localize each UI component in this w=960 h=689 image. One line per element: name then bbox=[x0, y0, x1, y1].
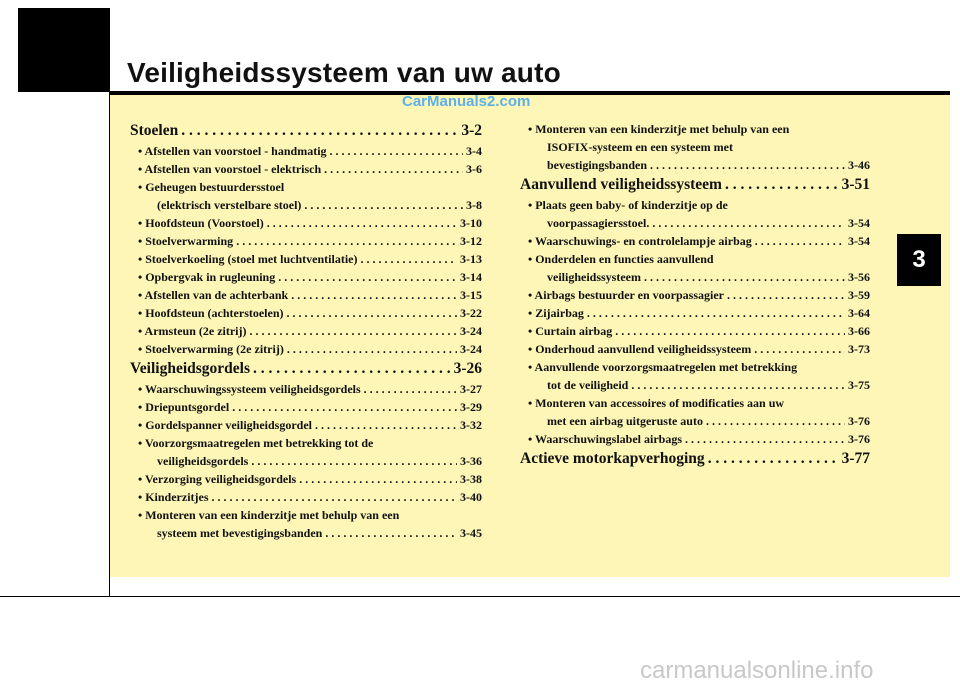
dot-leader bbox=[755, 232, 845, 250]
toc-entry-last-line bbox=[520, 214, 870, 232]
dot-leader bbox=[212, 488, 457, 506]
toc-entry-title: • Plaats geen baby- of kinderzitje op de bbox=[528, 198, 728, 212]
toc-right-column bbox=[520, 120, 870, 470]
dot-leader bbox=[330, 142, 463, 160]
dot-leader bbox=[315, 416, 457, 434]
toc-entry[interactable] bbox=[130, 268, 482, 286]
toc-entry[interactable] bbox=[130, 488, 482, 506]
toc-entry-title: • Monteren van accessoires of modificaties aan uw bbox=[528, 396, 785, 410]
footer-watermark: carmanualsonline.info bbox=[640, 657, 874, 684]
chapter-tab[interactable]: 3 bbox=[897, 234, 941, 286]
toc-entry-title: • Onderhoud aanvullend veiligheidssysteem bbox=[528, 342, 752, 356]
toc-entry-title: veiligheidssysteem bbox=[547, 270, 641, 284]
toc-entry[interactable] bbox=[130, 160, 482, 178]
toc-entry[interactable] bbox=[130, 322, 482, 340]
toc-entry[interactable] bbox=[130, 340, 482, 358]
toc-section[interactable] bbox=[520, 174, 870, 196]
dot-leader bbox=[251, 452, 457, 470]
toc-entry[interactable] bbox=[520, 358, 870, 394]
toc-entry-title: ISOFIX-systeem en een systeem met bbox=[547, 140, 733, 154]
dot-leader bbox=[181, 120, 458, 142]
dot-leader bbox=[644, 268, 845, 286]
dot-leader bbox=[250, 322, 458, 340]
toc-entry-page: 3-6 bbox=[466, 162, 482, 176]
toc-entry-title: • Opbergvak in rugleuning bbox=[138, 270, 276, 284]
toc-entry-page: 3-29 bbox=[460, 400, 482, 414]
toc-entry-page: 3-45 bbox=[460, 526, 482, 540]
toc-entry-title: bevestigingsbanden bbox=[547, 158, 648, 172]
toc-entry-title: • Zijairbag bbox=[528, 306, 584, 320]
toc-entry-title: • Afstellen van voorstoel - elektrisch bbox=[138, 162, 322, 176]
dot-leader bbox=[708, 448, 839, 470]
dot-leader bbox=[727, 286, 845, 304]
toc-entry[interactable] bbox=[130, 142, 482, 160]
toc-entry-title: • Aanvullende voorzorgsmaatregelen met betrekking bbox=[528, 360, 798, 374]
toc-entry-page: 3-73 bbox=[848, 342, 870, 356]
dot-leader bbox=[236, 232, 457, 250]
toc-entry-title: • Onderdelen en functies aanvullend bbox=[528, 252, 714, 266]
toc-left-column bbox=[130, 120, 482, 542]
dot-leader bbox=[650, 156, 845, 174]
toc-entry[interactable] bbox=[130, 416, 482, 434]
toc-entry[interactable] bbox=[520, 322, 870, 340]
toc-entry[interactable] bbox=[130, 470, 482, 488]
page-title: Veiligheidssysteem van uw auto bbox=[127, 57, 561, 88]
toc-entry-title: • Afstellen van voorstoel - handmatig bbox=[138, 144, 327, 158]
toc-entry-title: veiligheidsgordels bbox=[157, 454, 249, 468]
toc-entry-page: 3-32 bbox=[460, 418, 482, 432]
toc-entry-title: (elektrisch verstelbare stoel) bbox=[157, 198, 302, 212]
toc-entry-last-line bbox=[520, 412, 870, 430]
dot-leader bbox=[299, 470, 457, 488]
toc-entry[interactable] bbox=[130, 286, 482, 304]
toc-entry-last-line bbox=[130, 524, 482, 542]
watermark-text: CarManuals2.com bbox=[402, 93, 531, 110]
toc-entry-title: • Gordelspanner veiligheidsgordel bbox=[138, 418, 312, 432]
toc-entry[interactable] bbox=[130, 178, 482, 214]
toc-entry-page: 3-38 bbox=[460, 472, 482, 486]
toc-entry-page: 3-75 bbox=[848, 378, 870, 392]
toc-entry-title: • Armsteun (2e zitrij) bbox=[138, 324, 247, 338]
toc-entry[interactable] bbox=[520, 250, 870, 286]
toc-entry-title: • Verzorging veiligheidsgordels bbox=[138, 472, 297, 486]
toc-entry-page: 3-46 bbox=[848, 158, 870, 172]
toc-entry-page: 3-14 bbox=[460, 270, 482, 284]
toc-entry-last-line bbox=[520, 156, 870, 174]
dot-leader bbox=[754, 340, 845, 358]
toc-entry-page: 3-36 bbox=[460, 454, 482, 468]
dot-leader bbox=[304, 196, 463, 214]
toc-entry[interactable] bbox=[130, 214, 482, 232]
dot-leader bbox=[364, 380, 457, 398]
toc-section[interactable] bbox=[130, 358, 482, 380]
toc-entry-page: 3-2 bbox=[461, 122, 482, 139]
toc-entry-page: 3-54 bbox=[848, 234, 870, 248]
toc-entry-page: 3-24 bbox=[460, 324, 482, 338]
toc-entry-page: 3-56 bbox=[848, 270, 870, 284]
toc-entry-title: • Waarschuwings- en controlelampje airbag bbox=[528, 234, 752, 248]
toc-entry-title: Veiligheidsgordels bbox=[130, 360, 250, 377]
toc-entry-page: 3-12 bbox=[460, 234, 482, 248]
toc-entry-page: 3-77 bbox=[841, 450, 870, 467]
dot-leader bbox=[232, 398, 457, 416]
toc-entry-title: • Kinderzitjes bbox=[138, 490, 209, 504]
toc-entry[interactable] bbox=[520, 196, 870, 232]
toc-section[interactable] bbox=[130, 120, 482, 142]
toc-entry[interactable] bbox=[520, 232, 870, 250]
toc-entry-title: • Geheugen bestuurdersstoel bbox=[138, 180, 285, 194]
toc-entry-title: • Stoelverkoeling (stoel met luchtventilatie) bbox=[138, 252, 358, 266]
toc-entry-title: • Stoelverwarming bbox=[138, 234, 234, 248]
dot-leader bbox=[615, 322, 845, 340]
bottom-rule bbox=[0, 596, 960, 597]
toc-entry-page: 3-59 bbox=[848, 288, 870, 302]
dot-leader bbox=[253, 358, 451, 380]
toc-entry-page: 3-27 bbox=[460, 382, 482, 396]
dot-leader bbox=[287, 340, 457, 358]
toc-entry-page: 3-24 bbox=[460, 342, 482, 356]
toc-entry-title: • Airbags bestuurder en voorpassagier bbox=[528, 288, 724, 302]
toc-entry-page: 3-54 bbox=[848, 216, 870, 230]
toc-section[interactable] bbox=[520, 448, 870, 470]
toc-entry[interactable] bbox=[130, 304, 482, 322]
toc-entry[interactable] bbox=[520, 286, 870, 304]
toc-entry-page: 3-76 bbox=[848, 414, 870, 428]
dot-leader bbox=[631, 376, 845, 394]
toc-entry-page: 3-64 bbox=[848, 306, 870, 320]
toc-entry[interactable] bbox=[520, 304, 870, 322]
toc-entry-page: 3-40 bbox=[460, 490, 482, 504]
toc-entry-page: 3-8 bbox=[466, 198, 482, 212]
toc-entry-title: • Voorzorgsmaatregelen met betrekking tot de bbox=[138, 436, 374, 450]
toc-entry[interactable] bbox=[520, 340, 870, 358]
dot-leader bbox=[324, 160, 463, 178]
toc-entry-page: 3-76 bbox=[848, 432, 870, 446]
toc-entry[interactable] bbox=[520, 120, 870, 174]
dot-leader bbox=[587, 304, 845, 322]
toc-entry-page: 3-51 bbox=[841, 176, 870, 193]
toc-entry-title: • Hoofdsteun (Voorstoel) bbox=[138, 216, 264, 230]
toc-entry-title: • Monteren van een kinderzitje met behulp van een bbox=[138, 508, 400, 522]
toc-entry-page: 3-26 bbox=[453, 360, 482, 377]
toc-entry-title: • Waarschuwingssysteem veiligheidsgordels bbox=[138, 382, 361, 396]
dot-leader bbox=[652, 214, 845, 232]
toc-entry-title: • Stoelverwarming (2e zitrij) bbox=[138, 342, 284, 356]
toc-entry-title: Actieve motorkapverhoging bbox=[520, 450, 705, 467]
toc-entry-title: • Driepuntsgordel bbox=[138, 400, 230, 414]
toc-entry-page: 3-4 bbox=[466, 144, 482, 158]
toc-entry-title: • Afstellen van de achterbank bbox=[138, 288, 289, 302]
dot-leader bbox=[291, 286, 457, 304]
toc-entry[interactable] bbox=[130, 398, 482, 416]
dot-leader bbox=[278, 268, 457, 286]
toc-entry-title: systeem met bevestigingsbanden bbox=[157, 526, 323, 540]
toc-entry-page: 3-15 bbox=[460, 288, 482, 302]
toc-entry[interactable] bbox=[130, 380, 482, 398]
dot-leader bbox=[361, 250, 458, 268]
toc-entry[interactable] bbox=[520, 430, 870, 448]
toc-entry-last-line bbox=[520, 376, 870, 394]
header-black-block bbox=[18, 8, 109, 92]
toc-entry-title: met een airbag uitgeruste auto bbox=[547, 414, 703, 428]
toc-entry-title: Stoelen bbox=[130, 122, 179, 139]
dot-leader bbox=[325, 524, 457, 542]
toc-entry-title: • Curtain airbag bbox=[528, 324, 613, 338]
toc-entry-last-line bbox=[130, 196, 482, 214]
toc-entry[interactable] bbox=[130, 232, 482, 250]
toc-entry-title: • Monteren van een kinderzitje met behulp van een bbox=[528, 122, 790, 136]
toc-entry[interactable] bbox=[130, 434, 482, 470]
toc-entry-title: tot de veiligheid bbox=[547, 378, 629, 392]
toc-entry-page: 3-10 bbox=[460, 216, 482, 230]
dot-leader bbox=[287, 304, 457, 322]
toc-entry-title: • Waarschuwingslabel airbags bbox=[528, 432, 683, 446]
toc-entry-title: voorpassagiersstoel. bbox=[547, 216, 650, 230]
toc-entry-page: 3-22 bbox=[460, 306, 482, 320]
toc-entry-page: 3-66 bbox=[848, 324, 870, 338]
toc-entry-page: 3-13 bbox=[460, 252, 482, 266]
toc-entry-last-line bbox=[130, 452, 482, 470]
toc-entry[interactable] bbox=[520, 394, 870, 430]
dot-leader bbox=[267, 214, 457, 232]
toc-entry[interactable] bbox=[130, 250, 482, 268]
toc-entry-title: • Hoofdsteun (achterstoelen) bbox=[138, 306, 284, 320]
toc-entry[interactable] bbox=[130, 506, 482, 542]
toc-entry-title: Aanvullend veiligheidssysteem bbox=[520, 176, 722, 193]
dot-leader bbox=[685, 430, 845, 448]
dot-leader bbox=[725, 174, 839, 196]
toc-entry-last-line bbox=[520, 268, 870, 286]
dot-leader bbox=[706, 412, 845, 430]
